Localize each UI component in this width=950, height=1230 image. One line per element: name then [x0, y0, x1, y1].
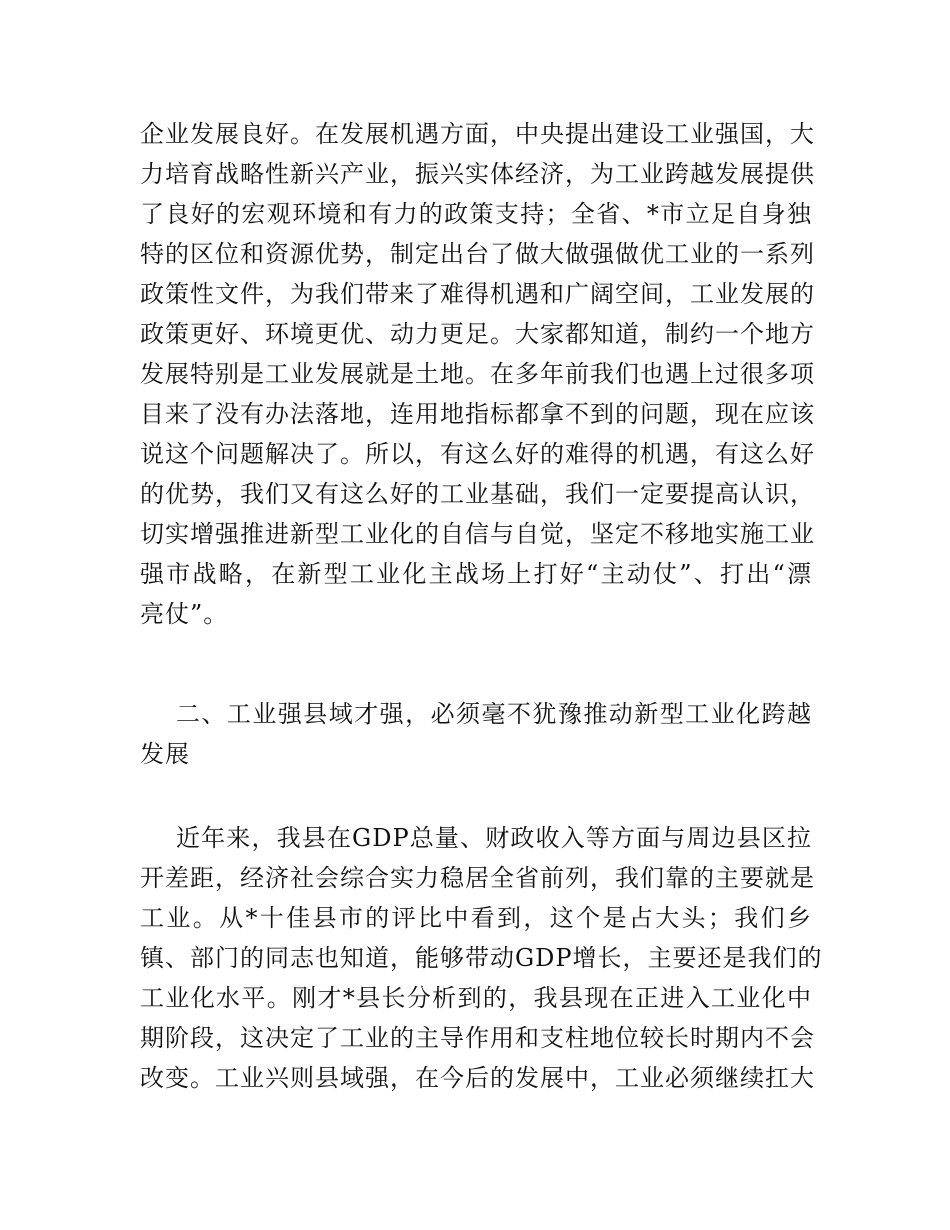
text-line: 政策更好、环境更优、动力更足。大家都知道，制约一个地方 — [140, 320, 815, 348]
text-line: 发展特别是工业发展就是土地。在多年前我们也遇上过很多项 — [140, 360, 815, 388]
text-line: 改变。工业兴则县域强，在今后的发展中，工业必须继续扛大 — [140, 1064, 815, 1092]
text-line: 开差距，经济社会综合实力稳居全省前列，我们靠的主要就是 — [140, 864, 815, 892]
text-line: 特的区位和资源优势，制定出台了做大做强做优工业的一系列 — [140, 240, 815, 268]
heading-line: 二、工业强县域才强，必须毫不犹豫推动新型工业化跨越 — [176, 700, 812, 728]
text-line: 政策性文件，为我们带来了难得机遇和广阔空间，工业发展的 — [140, 280, 815, 308]
text-line: 目来了没有办法落地，连用地指标都拿不到的问题，现在应该 — [140, 400, 815, 428]
text-line: 的优势，我们又有这么好的工业基础，我们一定要提高认识， — [140, 480, 815, 508]
text-line: 镇、部门的同志也知道，能够带动GDP增长，主要还是我们的 — [140, 944, 823, 972]
text-line: 强市战略，在新型工业化主战场上打好“主动仗”、打出“漂 — [140, 560, 812, 588]
text-line: 亮仗”。 — [140, 600, 229, 628]
paragraph-industry-importance — [140, 818, 823, 1098]
text-line: 期阶段，这决定了工业的主导作用和支柱地位较长时期内不会 — [140, 1024, 815, 1052]
heading-line: 发展 — [140, 740, 190, 768]
text-line: 企业发展良好。在发展机遇方面，中央提出建设工业强国，大 — [140, 120, 815, 148]
text-line: 切实增强推进新型工业化的自信与自觉，坚定不移地实施工业 — [140, 520, 815, 548]
text-line: 近年来，我县在GDP总量、财政收入等方面与周边县区拉 — [176, 824, 812, 852]
section-heading — [140, 694, 812, 774]
text-line: 说这个问题解决了。所以，有这么好的难得的机遇，有这么好 — [140, 440, 815, 468]
text-line: 力培育战略性新兴产业，振兴实体经济，为工业跨越发展提供 — [140, 160, 815, 188]
text-line: 工业化水平。刚才*县长分析到的，我县现在正进入工业化中 — [140, 984, 812, 1012]
paragraph-opportunities — [140, 114, 815, 634]
text-line: 工业。从*十佳县市的评比中看到，这个是占大头；我们乡 — [140, 904, 812, 932]
text-line: 了良好的宏观环境和有力的政策支持；全省、*市立足自身独 — [140, 200, 812, 228]
